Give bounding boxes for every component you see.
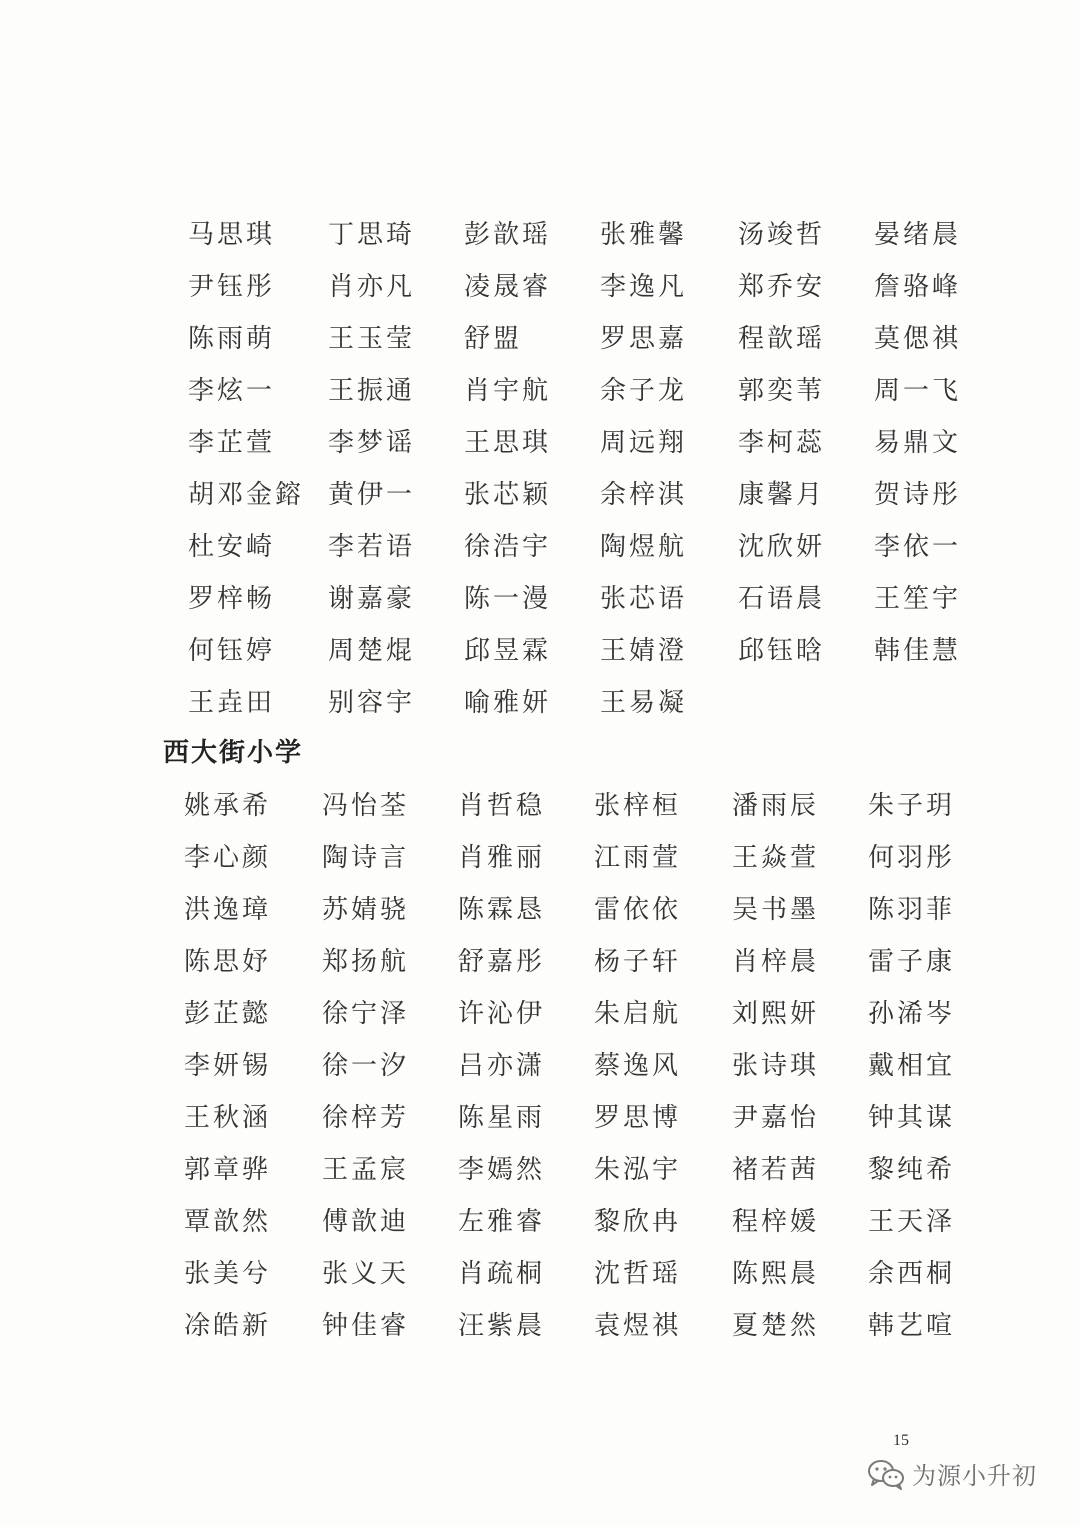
student-name: 程梓媛 <box>732 1207 820 1237</box>
name-row <box>168 890 998 942</box>
student-name: 肖疏桐 <box>458 1259 546 1289</box>
student-name: 沈哲瑶 <box>594 1259 682 1289</box>
name-row <box>168 527 998 579</box>
student-name: 徐一汐 <box>322 1051 410 1081</box>
name-row <box>168 1254 998 1306</box>
student-name: 丁思琦 <box>328 220 416 250</box>
name-row <box>168 1046 998 1098</box>
student-name: 周楚焜 <box>328 636 416 666</box>
student-name: 石语晨 <box>738 584 826 614</box>
student-name: 舒嘉彤 <box>458 947 546 977</box>
student-name: 左雅睿 <box>458 1207 546 1237</box>
student-name: 凌晟睿 <box>464 272 552 302</box>
student-name: 余梓淇 <box>600 480 688 510</box>
student-name: 肖梓晨 <box>732 947 820 977</box>
student-name: 罗思博 <box>594 1103 682 1133</box>
student-name: 周远翔 <box>600 428 688 458</box>
student-name: 邱昱霖 <box>464 636 552 666</box>
student-name: 张雅馨 <box>600 220 688 250</box>
names-table-bottom <box>168 786 998 1358</box>
name-row <box>168 319 998 371</box>
student-name: 韩佳慧 <box>874 636 962 666</box>
student-name: 李芷萱 <box>188 428 276 458</box>
student-name: 罗思嘉 <box>600 324 688 354</box>
student-name: 郑扬航 <box>322 947 410 977</box>
student-name: 詹骆峰 <box>874 272 962 302</box>
student-name: 袁煜祺 <box>594 1311 682 1341</box>
student-name: 王垚田 <box>188 688 276 718</box>
student-name: 王易凝 <box>600 688 688 718</box>
student-name: 徐浩宇 <box>464 532 552 562</box>
student-name: 陈一漫 <box>464 584 552 614</box>
student-name: 莫偲祺 <box>874 324 962 354</box>
name-row <box>168 579 998 631</box>
student-name: 陶煜航 <box>600 532 688 562</box>
student-name: 雷依依 <box>594 895 682 925</box>
student-name: 张美兮 <box>184 1259 272 1289</box>
student-name: 周一飞 <box>874 376 962 406</box>
student-name: 张义天 <box>322 1259 410 1289</box>
student-name: 晏绪晨 <box>874 220 962 250</box>
student-name: 胡邓金鎔 <box>188 480 305 510</box>
student-name: 李逸凡 <box>600 272 688 302</box>
student-name: 朱启航 <box>594 999 682 1029</box>
student-name: 陈熙晨 <box>732 1259 820 1289</box>
student-name: 王思琪 <box>464 428 552 458</box>
student-name: 王玉莹 <box>328 324 416 354</box>
student-name: 雷子康 <box>868 947 956 977</box>
student-name: 谢嘉豪 <box>328 584 416 614</box>
student-name: 钟佳睿 <box>322 1311 410 1341</box>
watermark <box>866 1456 1037 1491</box>
student-name: 陈思妤 <box>184 947 272 977</box>
student-name: 易鼎文 <box>874 428 962 458</box>
student-name: 洪逸璋 <box>184 895 272 925</box>
student-name: 王秋涵 <box>184 1103 272 1133</box>
name-row <box>168 1202 998 1254</box>
student-name: 陈雨萌 <box>188 324 276 354</box>
student-name: 尹嘉怡 <box>732 1103 820 1133</box>
student-name: 刘熙妍 <box>732 999 820 1029</box>
student-name: 孙浠岑 <box>868 999 956 1029</box>
student-name: 黄伊一 <box>328 480 416 510</box>
student-name: 罗梓畅 <box>188 584 276 614</box>
student-name: 彭芷懿 <box>184 999 272 1029</box>
student-name: 陈星雨 <box>458 1103 546 1133</box>
student-name: 肖亦凡 <box>328 272 416 302</box>
student-name: 褚若茜 <box>732 1155 820 1185</box>
student-name: 张芯颖 <box>464 480 552 510</box>
student-name: 郭奕苇 <box>738 376 826 406</box>
student-name: 沈欣妍 <box>738 532 826 562</box>
student-name: 汪紫晨 <box>458 1311 546 1341</box>
student-name: 许沁伊 <box>458 999 546 1029</box>
student-name: 江雨萱 <box>594 843 682 873</box>
student-name: 朱子玥 <box>868 791 956 821</box>
student-name: 潘雨辰 <box>732 791 820 821</box>
student-name: 舒盟 <box>464 324 523 354</box>
student-name: 钟其谋 <box>868 1103 956 1133</box>
student-name: 李依一 <box>874 532 962 562</box>
student-name: 李妍锡 <box>184 1051 272 1081</box>
student-name: 覃歆然 <box>184 1207 272 1237</box>
student-name: 张芯语 <box>600 584 688 614</box>
name-row <box>168 267 998 319</box>
name-row <box>168 683 998 735</box>
student-name: 彭歆瑶 <box>464 220 552 250</box>
student-name: 肖哲稳 <box>458 791 546 821</box>
student-name: 王振通 <box>328 376 416 406</box>
student-name: 黎纯希 <box>868 1155 956 1185</box>
student-name: 王孟宸 <box>322 1155 410 1185</box>
student-name: 李嫣然 <box>458 1155 546 1185</box>
watermark-text: 为源小升初 <box>912 1462 1037 1490</box>
student-name: 姚承希 <box>184 791 272 821</box>
name-row <box>168 423 998 475</box>
student-name: 肖宇航 <box>464 376 552 406</box>
section-heading: 西大街小学 <box>163 738 304 768</box>
student-name: 邱钰晗 <box>738 636 826 666</box>
student-name: 别容宇 <box>328 688 416 718</box>
student-name: 吕亦潇 <box>458 1051 546 1081</box>
student-name: 王笙宇 <box>874 584 962 614</box>
student-name: 贺诗彤 <box>874 480 962 510</box>
student-name: 王焱萱 <box>732 843 820 873</box>
student-name: 徐梓芳 <box>322 1103 410 1133</box>
student-name: 汤竣哲 <box>738 220 826 250</box>
name-row <box>168 215 998 267</box>
name-row <box>168 994 998 1046</box>
name-row <box>168 631 998 683</box>
student-name: 马思琪 <box>188 220 276 250</box>
student-name: 张诗琪 <box>732 1051 820 1081</box>
student-name: 王婧澄 <box>600 636 688 666</box>
student-name: 徐宁泽 <box>322 999 410 1029</box>
student-name: 李若语 <box>328 532 416 562</box>
name-row <box>168 475 998 527</box>
name-row <box>168 838 998 890</box>
student-name: 韩艺喧 <box>868 1311 956 1341</box>
name-row <box>168 942 998 994</box>
student-name: 苏婧骁 <box>322 895 410 925</box>
student-name: 何钰婷 <box>188 636 276 666</box>
names-table-top <box>168 215 998 735</box>
student-name: 陶诗言 <box>322 843 410 873</box>
student-name: 郭章骅 <box>184 1155 272 1185</box>
student-name: 张梓桓 <box>594 791 682 821</box>
student-name: 何羽彤 <box>868 843 956 873</box>
student-name: 余西桐 <box>868 1259 956 1289</box>
student-name: 杨子轩 <box>594 947 682 977</box>
student-name: 黎欣冉 <box>594 1207 682 1237</box>
student-name: 吴书墨 <box>732 895 820 925</box>
student-name: 李炫一 <box>188 376 276 406</box>
student-name: 傅歆迪 <box>322 1207 410 1237</box>
student-name: 戴相宜 <box>868 1051 956 1081</box>
student-name: 蔡逸风 <box>594 1051 682 1081</box>
student-name: 李梦谣 <box>328 428 416 458</box>
student-name: 肖雅丽 <box>458 843 546 873</box>
student-name: 朱泓宇 <box>594 1155 682 1185</box>
student-name: 尹钰彤 <box>188 272 276 302</box>
wechat-icon <box>866 1458 906 1490</box>
student-name: 程歆瑶 <box>738 324 826 354</box>
student-name: 杜安崎 <box>188 532 276 562</box>
student-name: 余子龙 <box>600 376 688 406</box>
name-row <box>168 1306 998 1358</box>
student-name: 王天泽 <box>868 1207 956 1237</box>
student-name: 冯怡荃 <box>322 791 410 821</box>
name-row <box>168 786 998 838</box>
student-name: 夏楚然 <box>732 1311 820 1341</box>
student-name: 凃皓新 <box>184 1311 272 1341</box>
name-row <box>168 371 998 423</box>
student-name: 郑乔安 <box>738 272 826 302</box>
student-name: 李柯蕊 <box>738 428 826 458</box>
page-number: 15 <box>893 1432 909 1449</box>
name-row <box>168 1098 998 1150</box>
student-name: 喻雅妍 <box>464 688 552 718</box>
student-name: 李心颜 <box>184 843 272 873</box>
student-name: 陈羽菲 <box>868 895 956 925</box>
student-name: 康馨月 <box>738 480 826 510</box>
student-name: 陈霖恳 <box>458 895 546 925</box>
name-row <box>168 1150 998 1202</box>
